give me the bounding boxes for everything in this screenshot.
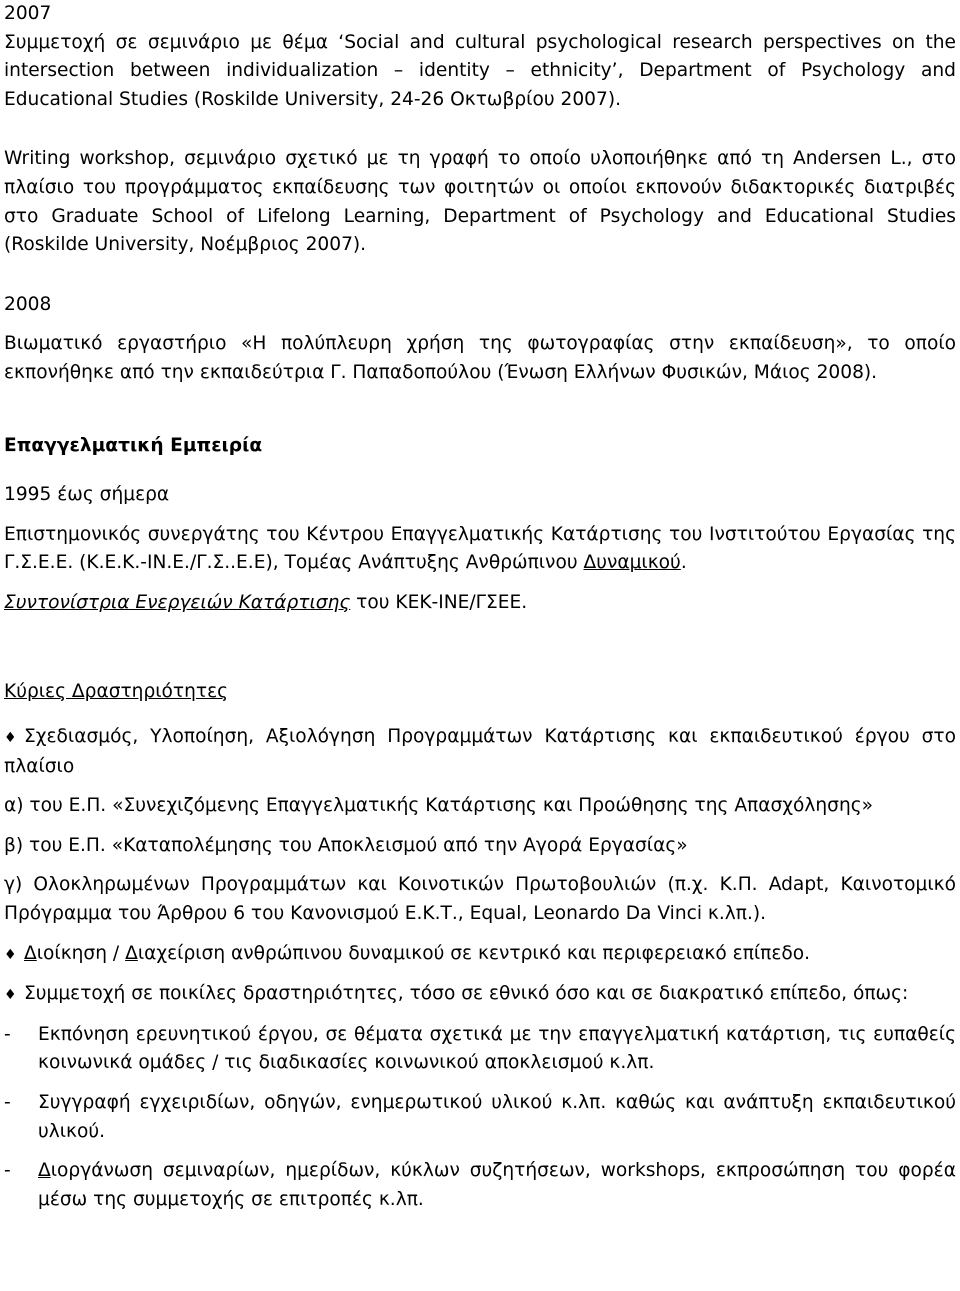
dash-bullet-icon: - [4,1023,11,1045]
dash-item-research [4,1021,956,1078]
section-heading-experience: Επαγγελματική Εμπειρία [4,434,263,456]
year-2007: 2007 [4,3,52,24]
bullet-item-participation-text: Συμμετοχή σε ποικίλες δραστηριότητες, τόσο σε εθνικό όσο και σε διακρατικό επίπεδο, όπως: [24,983,909,1005]
dash-item-organization-text [38,1157,956,1214]
experience-role-text: Επιστημονικός συνεργάτης του Κέντρου Επαγγελματικής Κατάρτισης του Ινστιτούτου Εργασίας της Γ.Σ.Ε.Ε. (Κ.Ε.Κ.-ΙΝ.Ε./Γ.Σ..Ε.Ε), Τομέας Ανάπτυξης Ανθρώπινου [4,523,956,574]
main-activities-heading [4,678,956,707]
dash-item-organization [4,1157,956,1214]
main-activities-label-2: Δραστηριότητες [71,680,229,702]
bullet-management-rest: ιαχείριση ανθρώπινου δυναμικού σε κεντρικό και περιφερειακό επίπεδο. [137,942,811,964]
sub-item-c: γ) Ολοκληρωμένων Προγραμμάτων και Κοινοτικών Πρωτοβουλιών (π.χ. Κ.Π. Adapt, Καινοτομικό Πρόγραμμα του Άρθρου 6 του Κανονισμού Ε.Κ.Τ., Equal, Leonardo Da Vinci κ.λπ.). [4,874,956,925]
dash-bullet-icon: - [4,1160,11,1182]
coordinator-title: Συντονίστρια Ενεργειών Κατάρτισης [4,591,351,613]
experience-period: 1995 έως σήμερα [4,484,170,506]
diamond-bullet-icon: ♦ [4,730,17,747]
experience-role [4,521,956,578]
dash-bullet-icon: - [4,1092,11,1114]
coordinator-org: του ΚΕΚ-ΙΝΕ/ΓΣΕΕ. [350,591,528,613]
bullet-item-design-text: Σχεδιασμός, Υλοποίηση, Αξιολόγηση Προγραμμάτων Κατάρτισης και εκπαιδευτικού έργου στο πλαίσιο [4,726,956,777]
bullet-item-design [4,723,956,781]
bullet-item-participation [4,980,956,1010]
coordinator-line [4,589,956,618]
dash-item-research-text: Εκπόνηση ερευνητικού έργου, σε θέματα σχετικά με την επαγγελματική κατάρτιση, τις ευπαθείς κοινωνικά ομάδες / τις διαδικασίες κοινωνικού αποκλεισμού κ.λπ. [38,1023,956,1074]
paragraph-2008-workshop: Βιωματικό εργαστήριο «Η πολύπλευρη χρήση της φωτογραφίας στην εκπαίδευση», το οποίο εκπονήθηκε από την εκπαιδεύτρια Γ. Παπαδοπούλου (Ένωση Ελλήνων Φυσικών, Μάιος 2008). [4,333,956,383]
experience-role-underlined: Δυναμικού [583,552,681,574]
paragraph-2007-seminar: Συμμετοχή σε σεμινάριο με θέμα ‘Social and cultural psychological research perspectives on the intersection between individualization – identity – ethnicity’, Department of Psychology and Educational Studies (Roskilde University, 24-26 Οκτωβρίου 2007). [4,31,956,110]
bullet-management-letter-2: Δ [125,942,138,964]
sub-item-a: α) του Ε.Π. «Συνεχιζόμενης Επαγγελματικής Κατάρτισης και Προώθησης της Απασχόλησης» [4,795,874,817]
sub-item-b: β) του Ε.Π. «Καταπολέμησης του Αποκλεισμού από την Αγορά Εργασίας» [4,834,688,856]
dash-item-writing [4,1089,956,1146]
main-activities-label-1: Κύριες [4,680,72,702]
bullet-item-management [4,940,956,970]
diamond-bullet-icon: ♦ [4,946,17,963]
bullet-management-letter-1: Δ [24,942,37,964]
year-2008: 2008 [4,293,52,315]
experience-role-end: . [680,552,687,574]
dash-item-writing-text: Συγγραφή εγχειριδίων, οδηγών, ενημερωτικού υλικού κ.λπ. καθώς και ανάπτυξη εκπαιδευτικού υλικού. [38,1092,956,1142]
dash-organization-rest: ιοργάνωση σεμιναρίων, ημερίδων, κύκλων συζητήσεων, workshops, εκπροσώπηση του φορέα μέσω της συμμετοχής σε επιτροπές κ.λπ. [38,1160,956,1210]
paragraph-2007-workshop: Writing workshop, σεμινάριο σχετικό με τη γραφή το οποίο υλοποιήθηκε από τη Andersen L., στο πλαίσιο του προγράμματος εκπαίδευσης των φοιτητών οι οποίοι εκπονούν διδακτορικές διατριβές στο Graduate School of Lifelong Learning, Department of Psychology and Educational Studies (Roskilde University, Νοέμβριος 2007). [4,148,956,256]
dash-organization-letter: Δ [38,1160,51,1182]
diamond-bullet-icon: ♦ [4,987,17,1004]
bullet-management-mid: ιοίκηση / [36,942,126,964]
